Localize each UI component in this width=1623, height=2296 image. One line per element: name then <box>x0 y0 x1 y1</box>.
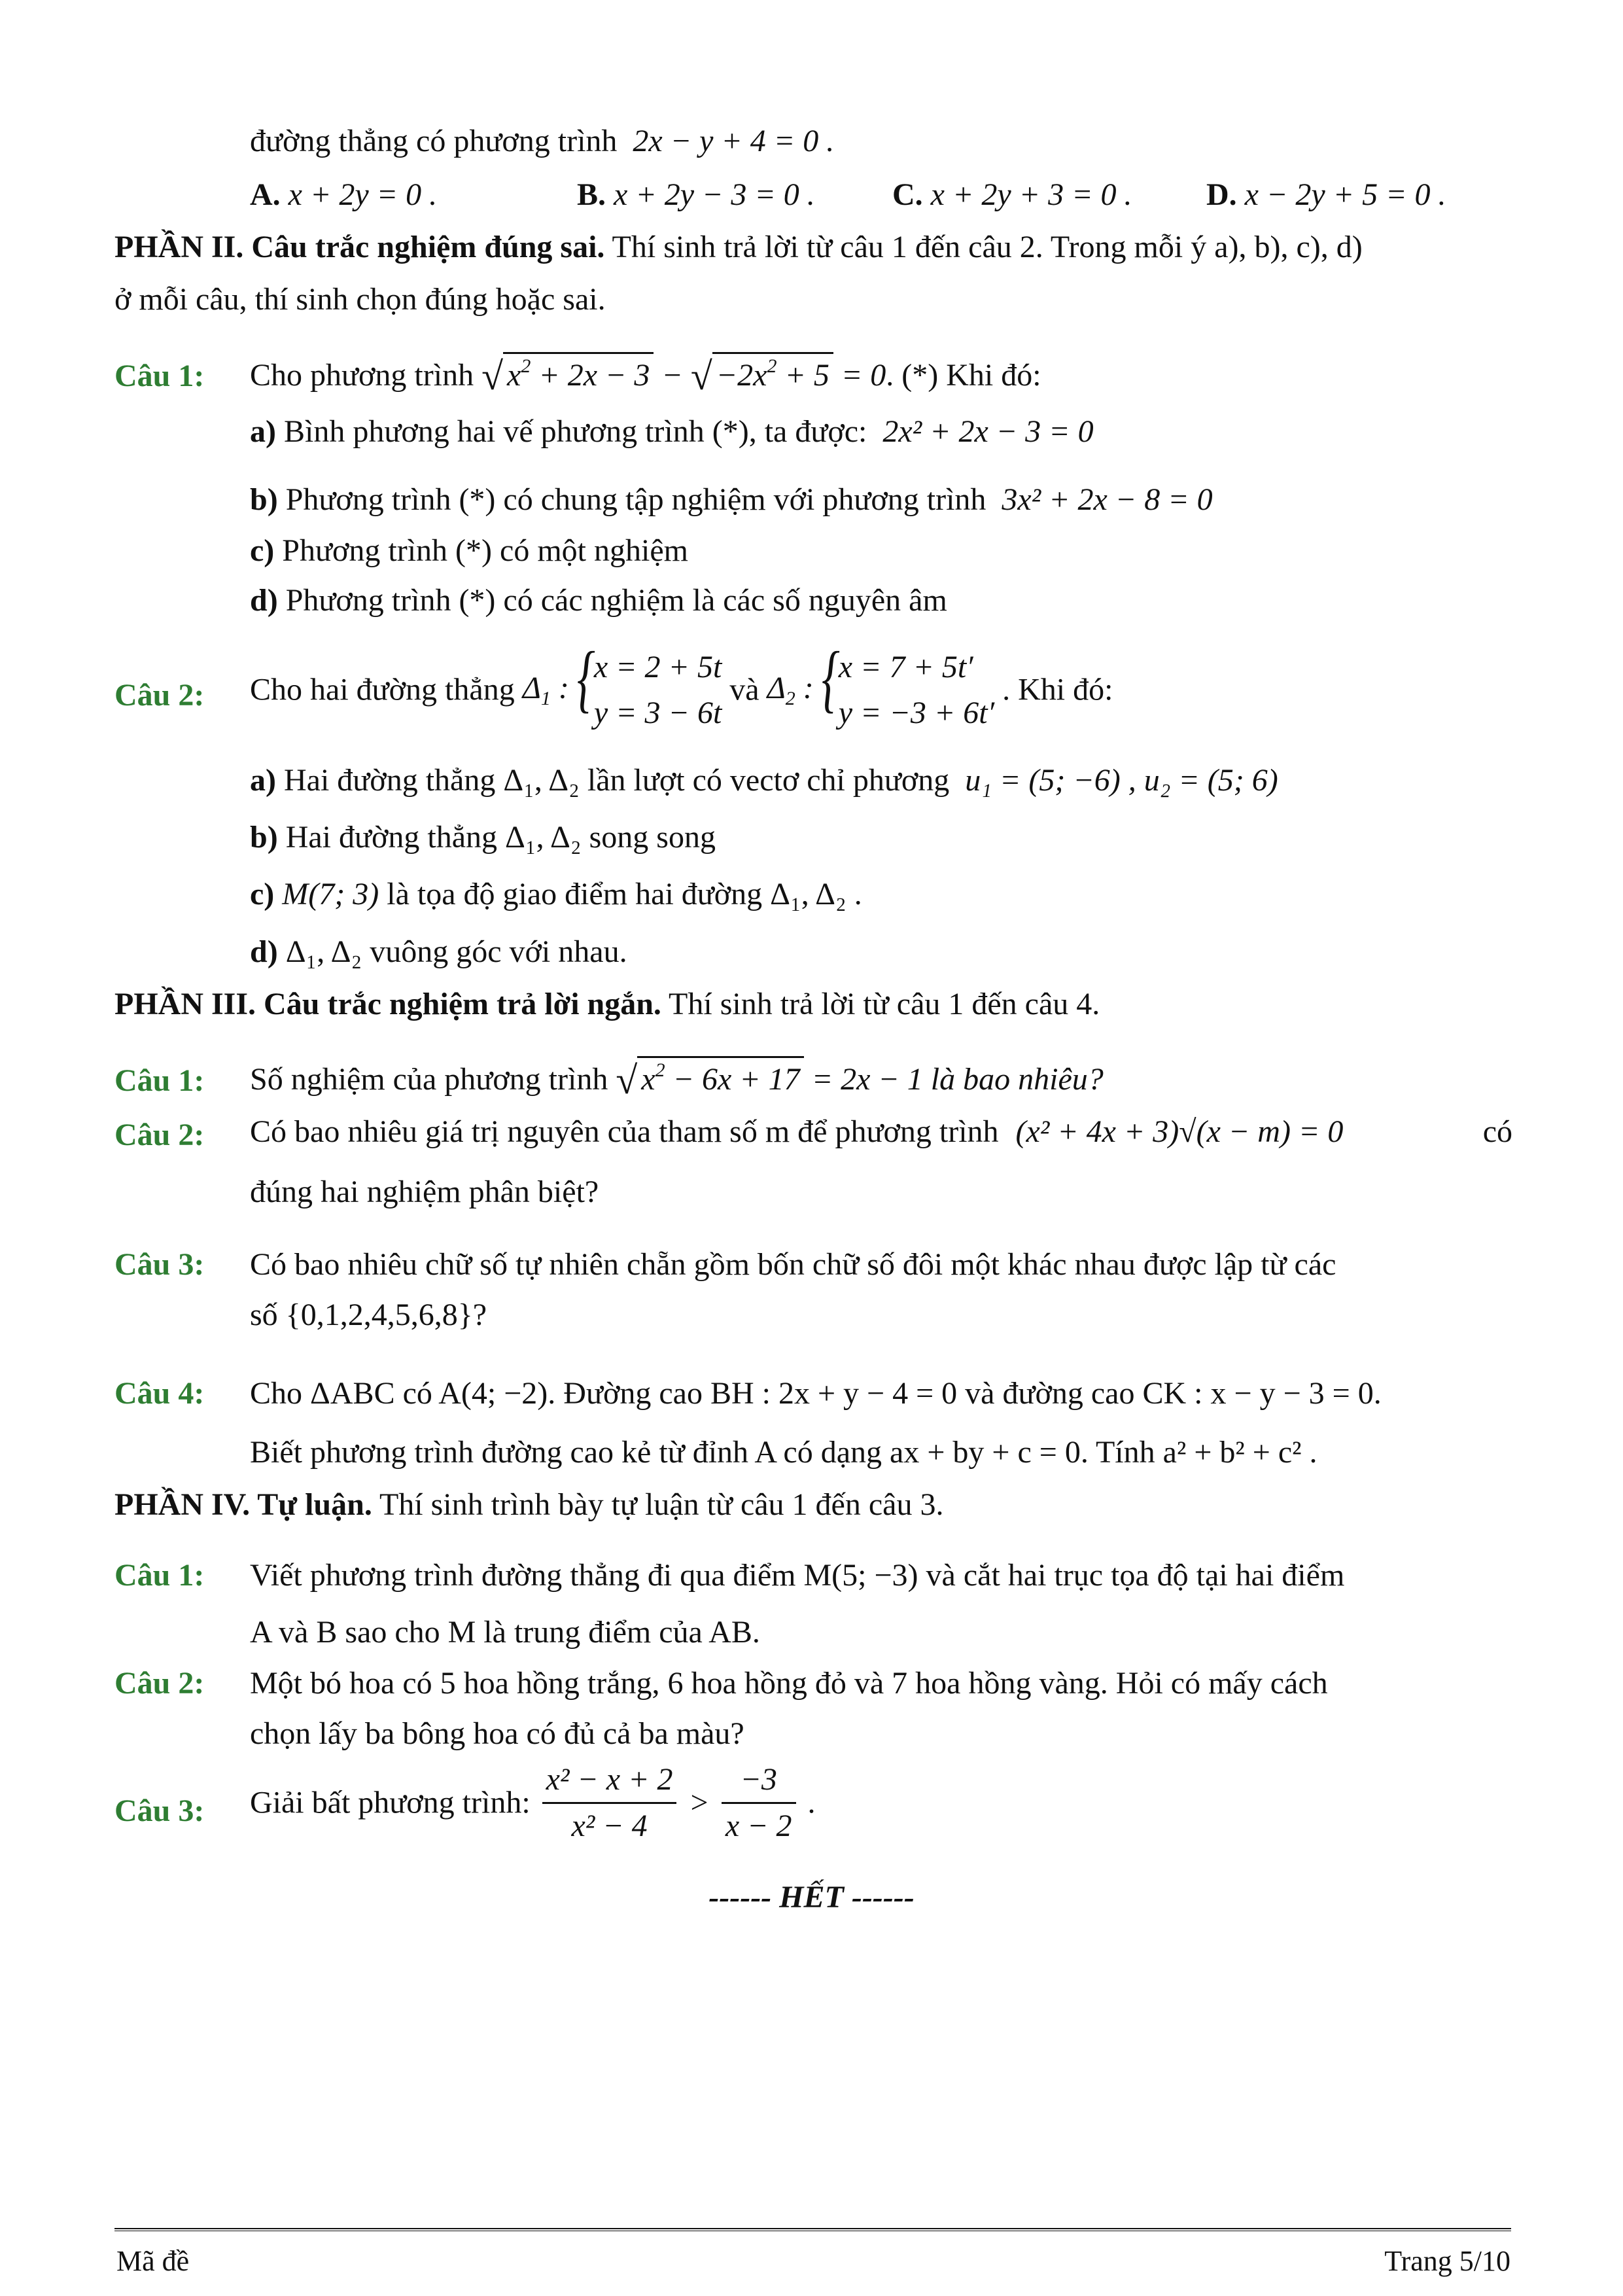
p2-q2-d1-x: x = 2 + 5t <box>593 650 722 684</box>
part3-desc: Thí sinh trả lời từ câu 1 đến câu 4. <box>661 987 1100 1021</box>
p2-q1-b[interactable] <box>250 480 1213 520</box>
p2-q2-a[interactable] <box>250 761 1278 800</box>
part4-heading <box>114 1485 943 1525</box>
option-c[interactable] <box>892 175 1132 215</box>
p2-q2-label: Câu 2: <box>114 678 205 713</box>
part2-heading <box>114 228 1363 267</box>
footer-divider <box>114 2228 1511 2229</box>
end-mark: ------ HẾT ------ <box>708 1880 915 1915</box>
p2-q2-system-1 <box>576 637 722 735</box>
p4-q2-line2 <box>250 1714 744 1754</box>
option-c-value: x + 2y + 3 = 0 . <box>930 177 1132 212</box>
p2-q2-b-label: b) <box>250 820 278 855</box>
p2-q1-tail: . (*) Khi đó: <box>886 358 1041 393</box>
p4-q3-stem <box>250 1760 816 1846</box>
p2-q1-stem: Cho phương trình √ $x^2 + 2x - 3$ − √ $-2x^2 + 5 = 0$. (*) Khi đó: <box>250 352 1041 401</box>
sqrt-icon: √ <box>481 355 504 398</box>
p2-q1-radicand-1: $x^2 + 2x - 3$ <box>503 352 654 395</box>
p2-q2-stem: Cho hai đường thẳng $\Delta_1$ : { x = 2 + 5t y = 3 − 6t và $\Delta_2$ : { x = 7 + 5t′ y = −3 + 6t′ . Khi đó: <box>250 645 1113 735</box>
p4-q3-tail: . <box>807 1785 816 1820</box>
prev-question-equation: 2x − y + 4 = 0 . <box>633 124 835 158</box>
p2-q1-a-label: a) <box>250 414 276 449</box>
option-d-value: x − 2y + 5 = 0 . <box>1244 177 1446 212</box>
p2-q2-a-label: a) <box>250 763 276 798</box>
part3-title: PHẦN III. Câu trắc nghiệm trả lời ngắn. <box>114 987 661 1021</box>
p3-q3-text-2: số {0,1,2,4,5,6,8}? <box>250 1298 487 1332</box>
p2-q2-d-text: Δ₁, Δ₂ vuông góc với nhau. <box>277 934 627 969</box>
p2-q1-b-eq: 3x² + 2x − 8 = 0 <box>1002 482 1213 517</box>
p3-q4-line2 <box>250 1433 1318 1472</box>
p2-q1-a-text: Bình phương hai vế phương trình (*), ta được: <box>275 414 867 449</box>
p4-q3-lhs-num: x² − x + 2 <box>542 1760 677 1804</box>
p2-q1-b-label: b) <box>250 482 278 517</box>
p2-q1-a-eq: 2x² + 2x − 3 = 0 <box>882 414 1094 449</box>
p2-q2-d2-y: y = −3 + 6t′ <box>838 695 995 730</box>
p4-q2-text-2: chọn lấy ba bông hoa có đủ cả ba màu? <box>250 1716 744 1751</box>
option-d[interactable] <box>1206 175 1446 215</box>
p4-q3-rhs-fraction <box>722 1760 796 1846</box>
prev-question-text: đường thẳng có phương trình <box>250 124 618 158</box>
brace-icon: { <box>576 637 595 720</box>
sqrt-icon: √ <box>616 1059 638 1102</box>
p3-q1-tail: = 2x − 1 là bao nhiêu? <box>811 1062 1104 1097</box>
p2-q1-d[interactable] <box>250 581 947 620</box>
p3-q3-label: Câu 3: <box>114 1247 205 1282</box>
part2-title: PHẦN II. Câu trắc nghiệm đúng sai. <box>114 230 605 264</box>
p4-q3-intro: Giải bất phương trình: <box>250 1785 531 1820</box>
p4-q3-op: > <box>688 1785 710 1820</box>
p3-q1-stem <box>250 1056 1104 1105</box>
p4-q1-line1 <box>250 1556 1344 1595</box>
p2-q1-intro: Cho phương trình <box>250 358 474 393</box>
option-b-value: x + 2y − 3 = 0 . <box>614 177 815 212</box>
p2-q1-b-text: Phương trình (*) có chung tập nghiệm với phương trình <box>277 482 986 517</box>
p2-q2-c-label: c) <box>250 877 275 911</box>
p3-q1-intro: Số nghiệm của phương trình <box>250 1062 608 1097</box>
p2-q2-b[interactable] <box>250 818 716 857</box>
option-a-label: A. <box>250 177 281 212</box>
p2-q1-label: Câu 1: <box>114 359 205 393</box>
p3-q3-line2 <box>250 1296 487 1335</box>
p2-q2-tail: . Khi đó: <box>1002 672 1113 707</box>
prev-question-tail <box>250 122 834 161</box>
part2-desc-1: Thí sinh trả lời từ câu 1 đến câu 2. Trong mỗi ý a), b), c), d) <box>604 230 1363 264</box>
brace-icon: { <box>821 637 840 720</box>
p3-q2-tail: có <box>1482 1114 1512 1149</box>
p2-q2-c-text: là tọa độ giao điểm hai đường Δ₁, Δ₂ . <box>379 877 862 911</box>
p2-q1-c-text: Phương trình (*) có một nghiệm <box>274 533 688 568</box>
p2-q2-system-2 <box>821 637 995 735</box>
footer-left: Mã đề <box>116 2245 190 2277</box>
option-d-label: D. <box>1206 177 1237 212</box>
p4-q3-rhs-den: x − 2 <box>725 1809 792 1843</box>
p2-q2-d2-x: x = 7 + 5t′ <box>838 650 973 684</box>
p4-q1-label: Câu 1: <box>114 1558 205 1593</box>
p3-q3-text-1: Có bao nhiêu chữ số tự nhiên chẵn gồm bốn chữ số đôi một khác nhau được lập từ các <box>250 1247 1336 1282</box>
p3-q3-line1 <box>250 1245 1336 1284</box>
p4-q3-rhs-num: −3 <box>722 1760 796 1804</box>
p2-q1-c[interactable] <box>250 531 688 571</box>
part3-heading <box>114 985 1100 1024</box>
option-c-label: C. <box>892 177 923 212</box>
p2-q2-c-eq: M(7; 3) <box>282 877 379 911</box>
p3-q4-text-2: Biết phương trình đường cao kẻ từ đỉnh A có dạng ax + by + c = 0. Tính a² + b² + c² . <box>250 1435 1318 1470</box>
p3-q4-label: Câu 4: <box>114 1376 205 1411</box>
p2-q1-d-label: d) <box>250 583 278 618</box>
p4-q1-text-1: Viết phương trình đường thẳng đi qua điểm M(5; −3) và cắt hai trục tọa độ tại hai điểm <box>250 1558 1345 1593</box>
p2-q2-a-eq: u₁ = (5; −6) , u₂ = (5; 6) <box>965 763 1278 798</box>
p2-q2-a-text: Hai đường thẳng Δ₁, Δ₂ lần lượt có vectơ chỉ phương <box>275 763 950 798</box>
p3-q2-line2 <box>250 1173 599 1212</box>
p2-q2-d1-y: y = 3 − 6t <box>593 695 722 730</box>
p3-q2-label: Câu 2: <box>114 1118 205 1152</box>
option-a[interactable] <box>250 175 437 215</box>
p3-q4-line1 <box>250 1374 1382 1413</box>
p4-q2-label: Câu 2: <box>114 1666 205 1701</box>
option-b-label: B. <box>577 177 606 212</box>
p4-q2-line1 <box>250 1664 1328 1703</box>
footer-right: Trang 5/10 <box>1384 2245 1510 2277</box>
p3-q2-eq: (x² + 4x + 3)√(x − m) = 0 <box>1015 1114 1344 1149</box>
part2-desc-line2 <box>114 280 606 319</box>
p3-q1-radicand: $x^2 - 6x + 17$ <box>637 1056 803 1099</box>
p2-q1-d-text: Phương trình (*) có các nghiệm là các số nguyên âm <box>277 583 947 618</box>
p4-q1-line2 <box>250 1613 760 1652</box>
p4-q2-text-1: Một bó hoa có 5 hoa hồng trắng, 6 hoa hồng đỏ và 7 hoa hồng vàng. Hỏi có mấy cách <box>250 1666 1328 1701</box>
p2-q2-b-text: Hai đường thẳng Δ₁, Δ₂ song song <box>277 820 716 855</box>
p4-q1-text-2: A và B sao cho M là trung điểm của AB. <box>250 1615 760 1650</box>
p3-q2-text-1: Có bao nhiêu giá trị nguyên của tham số m để phương trình <box>250 1114 999 1149</box>
p2-q1-a[interactable] <box>250 412 1094 451</box>
p4-q3-lhs-den: x² − 4 <box>571 1809 648 1843</box>
sqrt-icon: √ <box>690 355 712 398</box>
p3-q1-label: Câu 1: <box>114 1063 205 1098</box>
p3-q2-line1 <box>250 1112 1512 1152</box>
p2-q1-radicand-2: $-2x^2 + 5$ <box>712 352 833 395</box>
p2-q1-c-label: c) <box>250 533 275 568</box>
p2-q2-d[interactable] <box>250 932 627 972</box>
p2-q2-intro: Cho hai đường thẳng <box>250 672 515 707</box>
part2-desc-2: ở mỗi câu, thí sinh chọn đúng hoặc sai. <box>114 282 606 317</box>
p3-q4-text-1: Cho ΔABC có A(4; −2). Đường cao BH : 2x + y − 4 = 0 và đường cao CK : x − y − 3 = 0. <box>250 1376 1382 1411</box>
p4-q3-label: Câu 3: <box>114 1793 205 1828</box>
part4-desc: Thí sinh trình bày tự luận từ câu 1 đến câu 3. <box>372 1487 944 1522</box>
p2-q2-c[interactable] <box>250 875 862 914</box>
p4-q3-lhs-fraction <box>542 1760 677 1846</box>
p2-q2-and: và <box>729 672 759 707</box>
part4-title: PHẦN IV. Tự luận. <box>114 1487 372 1522</box>
option-b[interactable] <box>577 175 815 215</box>
option-a-value: x + 2y = 0 . <box>288 177 438 212</box>
p2-q2-d-label: d) <box>250 934 278 969</box>
p3-q2-text-2: đúng hai nghiệm phân biệt? <box>250 1174 599 1209</box>
